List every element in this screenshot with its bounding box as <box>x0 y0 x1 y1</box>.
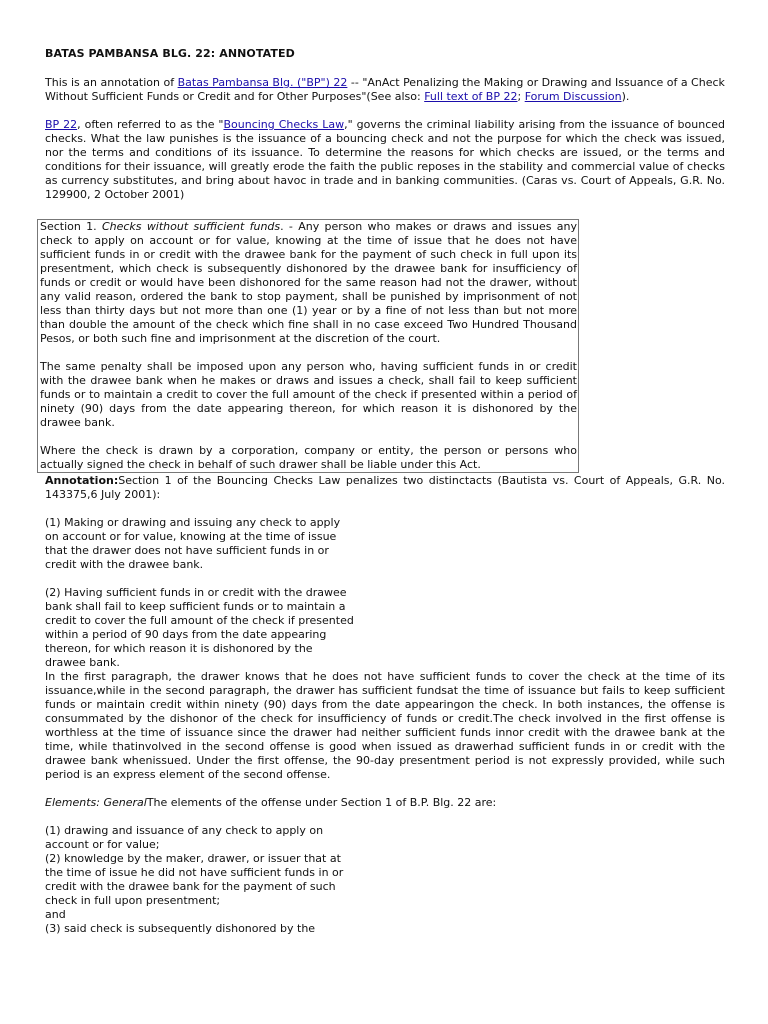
section-1-box <box>37 219 579 473</box>
bp22-paragraph <box>45 118 725 202</box>
full-text-link[interactable]: Full text of BP 22 <box>424 90 518 103</box>
document <box>40 38 725 936</box>
annotation-intro <box>45 474 725 502</box>
section-1-text: . - Any person who makes or draws and issues any check to apply on account or for value, knowing at the time of issue that he does not have sufficient funds in or credit with the drawee bank for the payment of such check in full upon its presentment, which check is subsequently dishonored by the drawee bank for insufficiency of funds or credit or would have been dishonored for the same reason had not the drawer, without any valid reason, ordered the bank to stop payment, shall be punished by imprisonment of not less than thirty days but not more than one (1) year or by a fine of not less than but not more than double the amount of the check which fine shall in no case exceed Two Hundred Thousand Pesos, or both such fine and imprisonment at the discretion of the court. <box>40 220 578 345</box>
section-heading: Checks without sufficient funds <box>101 220 281 233</box>
elements-heading: Elements: General <box>45 796 147 809</box>
annotation-label: Annotation: <box>45 474 119 487</box>
page-title: BATAS PAMBANSA BLG. 22: ANNOTATED <box>45 47 295 60</box>
annotation-item-2: (2) Having sufficient funds in or credit with the drawee bank shall fail to keep sufficient funds or to maintain a credit to cover the full amount of the check if presented within a period of 90 days from the date appearing thereon, for which reason it is dishonored by the drawee bank. <box>45 586 354 669</box>
section-label: Section 1. <box>40 220 102 233</box>
forum-discussion-link[interactable]: Forum Discussion <box>524 90 622 103</box>
intro-separator: ; <box>517 90 525 103</box>
intro-paragraph <box>45 76 725 104</box>
section-1-paragraph-3: Where the check is drawn by a corporation, company or entity, the person or persons who actually signed the check in behalf of such drawer shall be liable under this Act. <box>40 444 577 471</box>
intro-suffix: ). <box>621 90 630 103</box>
bouncing-checks-law-link[interactable]: Bouncing Checks Law <box>223 118 345 131</box>
elements-text: The elements of the offense under Section 1 of B.P. Blg. 22 are: <box>146 796 497 809</box>
annotation-text: Section 1 of the Bouncing Checks Law penalizes two distinctacts (Bautista vs. Court of Appeals, G.R. No. 143375,6 July 2001): <box>45 474 725 501</box>
section-1-paragraph-1 <box>40 220 577 346</box>
elements-item-2: (2) knowledge by the maker, drawer, or issuer that at the time of issue he did not have sufficient funds in or credit with the drawee bank for the payment of such check in full upon presentment; <box>45 852 344 907</box>
annotation-item-1: (1) Making or drawing and issuing any check to apply on account or for value, knowing at the time of issue that the drawer does not have sufficient funds in or credit with the drawee bank. <box>45 516 341 571</box>
intro-middle: -- "AnAct Penalizing the Making or Drawing and Issuance of a Check Without Sufficient Funds or Credit and for Other Purposes"(See also: <box>45 76 725 103</box>
bp22-text-1: , often referred to as the " <box>77 118 224 131</box>
bp22-text-2: ," governs the criminal liability arising from the issuance of bounced checks. What the law punishes is the issuance of a bouncing check and not the purpose for which the check was issued, nor the terms and conditions of its issuance. To determine the reasons for which checks are issued, or the terms and conditions for their issuance, will greatly erode the faith the public reposes in the stability and commercial value of checks as currency substitutes, and bring about havoc in trade and in banking communities. (Caras vs. Court of Appeals, G.R. No. 129900, 2 October 2001) <box>45 118 725 201</box>
section-1-paragraph-2: The same penalty shall be imposed upon any person who, having sufficient funds in or credit with the drawee bank when he makes or draws and issues a check, shall fail to keep sufficient funds or to maintain a credit to cover the full amount of the check if presented within a period of ninety (90) days from the date appearing thereon, for which reason it is dishonored by the drawee bank. <box>40 360 577 429</box>
elements-and: and <box>45 908 66 921</box>
elements-item-3: (3) said check is subsequently dishonored by the <box>45 922 316 935</box>
bp22-annotation-link[interactable]: Batas Pambansa Blg. ("BP") 22 <box>177 76 348 89</box>
bp22-link[interactable]: BP 22 <box>45 118 78 131</box>
intro-prefix: This is an annotation of <box>45 76 178 89</box>
elements-item-1: (1) drawing and issuance of any check to apply on account or for value; <box>45 824 324 851</box>
annotation-paragraph: In the first paragraph, the drawer knows that he does not have sufficient funds to cover the check at the time of its issuance,while in the second paragraph, the drawer has sufficient fundsat the time of issuance but fails to keep sufficient funds or maintain credit within ninety (90) days from the date appearingon the check. In both instances, the offense is consummated by the dishonor of the check for insufficiency of funds or credit.The check involved in the first offense is worthless at the time of issuance since the drawer had neither sufficient funds innor credit with the drawee bank at the time, while thatinvolved in the second offense is good when issued as drawerhad sufficient funds in or credit with the drawee bank whenissued. Under the first offense, the 90-day presentment period is not expressly provided, while such period is an express element of the second offense. <box>45 670 725 781</box>
elements-intro <box>45 796 725 810</box>
